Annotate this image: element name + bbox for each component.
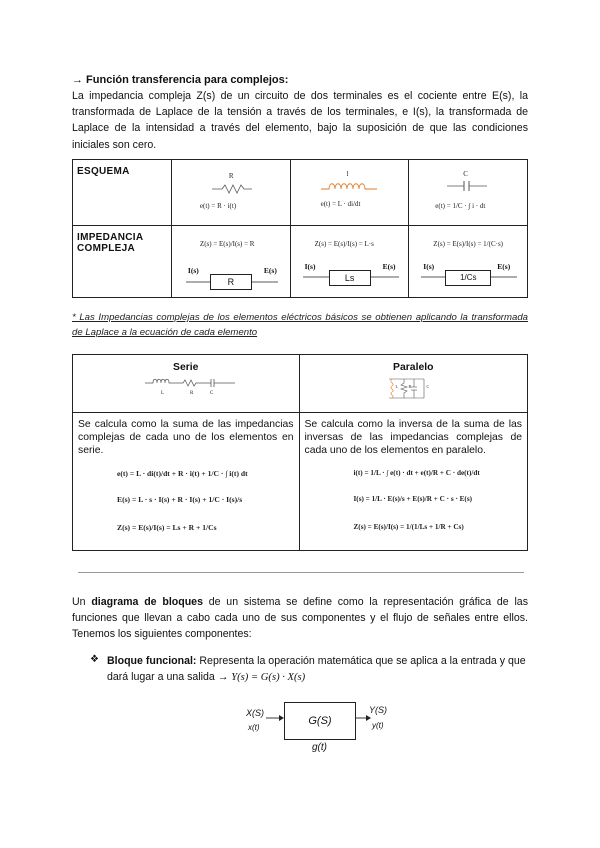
inductor-flow-arrow-icon — [303, 275, 399, 279]
inductor-in-label: I(s) — [304, 262, 316, 271]
resistor-block: R — [210, 274, 252, 290]
intro-pre: Un — [72, 596, 92, 608]
paralelo-header-cell — [299, 355, 528, 413]
bd-input-t: x(t) — [248, 723, 260, 732]
bd-output-t: y(t) — [372, 721, 384, 730]
bd-input-arrow-icon — [266, 714, 284, 722]
bd-output-s: Y(S) — [369, 705, 387, 715]
inductor-block: Ls — [329, 270, 371, 286]
capacitor-out-label: E(s) — [497, 262, 511, 271]
resistor-equation: e(t) = R · i(t) — [199, 202, 237, 210]
inductor-impedance-cell — [290, 226, 409, 298]
bullet-diamond-icon: ❖ — [90, 654, 99, 665]
impedance-header-line2: COMPLEJA — [77, 243, 135, 254]
paralelo-formula-3: Z(s) = E(s)/I(s) = 1/(1/Ls + 1/R + Cs) — [353, 523, 464, 531]
intro-post: de un sistema se define como la representación gráfica de las funciones que llevan a cabo cada uno de sus componentes y el flujo de señales entre ellos. Tenemos los siguientes componentes: — [72, 596, 528, 641]
series-parallel-table — [72, 354, 528, 551]
inductor-out-label: E(s) — [382, 262, 396, 271]
capacitor-label: C — [463, 170, 468, 178]
resistor-schema-cell — [171, 160, 290, 226]
schema-header-cell — [73, 160, 172, 226]
capacitor-impedance: Z(s) = E(s)/I(s) = 1/(C·s) — [433, 240, 504, 248]
bd-output-arrow-icon — [355, 714, 371, 722]
bullet-bold: Bloque funcional: — [107, 655, 197, 667]
serie-label-l: L — [161, 391, 165, 396]
bullet-text: Representa la operación matemática que se aplica a la entrada y que dará lugar a una salida → — [107, 655, 526, 683]
serie-formula-3: Z(s) = E(s)/I(s) = Ls + R + 1/Cs — [117, 523, 217, 532]
impedance-header-cell — [73, 226, 172, 298]
serie-body-cell — [73, 413, 300, 551]
serie-label-r: R — [190, 391, 194, 396]
impedance-table — [72, 159, 528, 298]
resistor-flow-arrow-icon — [186, 280, 278, 284]
paralelo-label-r: R — [408, 384, 412, 389]
section-divider — [78, 572, 524, 573]
inductor-schema-cell — [290, 160, 409, 226]
bullet-math: Y(s) = G(s) · X(s) — [231, 672, 306, 683]
bloque-funcional-text — [107, 653, 531, 686]
schema-header: ESQUEMA — [77, 166, 130, 177]
section-title: → Función transferencia para complejos: — [72, 74, 289, 86]
inductor-equation: e(t) = L · di/dt — [320, 200, 361, 208]
capacitor-schema-cell — [409, 160, 528, 226]
serie-header-cell — [73, 355, 300, 413]
paralelo-circuit-icon — [386, 377, 436, 401]
paralelo-label-l: L — [395, 384, 398, 389]
serie-title: Serie — [173, 362, 199, 373]
capacitor-in-label: I(s) — [423, 262, 435, 271]
resistor-symbol-icon — [212, 184, 252, 194]
intro-bold: diagrama de bloques — [91, 596, 203, 608]
resistor-impedance: Z(s) = E(s)/I(s) = R — [199, 240, 255, 248]
inductor-impedance: Z(s) = E(s)/I(s) = L·s — [314, 240, 374, 248]
inductor-symbol-icon — [321, 180, 377, 192]
paralelo-title: Paralelo — [393, 362, 434, 373]
bd-block: G(S) — [284, 702, 356, 740]
serie-circuit-icon — [145, 377, 235, 387]
bd-input-s: X(S) — [246, 708, 264, 718]
serie-formula-2: E(s) = L · s · I(s) + R · I(s) + 1/C · I(s)/s — [117, 495, 243, 504]
capacitor-impedance-cell — [409, 226, 528, 298]
bd-impulse-response: g(t) — [312, 742, 327, 753]
capacitor-symbol-icon — [447, 180, 487, 192]
serie-text: Se calcula como la suma de las impedancias complejas de cada uno de los elementos en serie. — [78, 419, 294, 457]
block-diagram-intro — [72, 594, 528, 643]
paralelo-formula-1: i(t) = 1/L · ∫ e(t) · dt + e(t)/R + C · de(t)/dt — [353, 469, 480, 477]
impedance-note: * Las Impedancias complejas de los elementos eléctricos básicos se obtienen aplicando la transformada de Laplace a la ecuación de cada elemento — [72, 312, 528, 338]
serie-formula-1: e(t) = L · di(t)/dt + R · i(t) + 1/C · ∫ i(t) dt — [117, 469, 248, 478]
capacitor-block: 1/Cs — [445, 270, 491, 286]
serie-label-c: C — [210, 391, 214, 396]
capacitor-equation: e(t) = 1/C · ∫ i · dt — [435, 202, 486, 210]
paralelo-text: Se calcula como la inversa de la suma de las inversas de las impedancias complejas de cada uno de los elementos en paralelo. — [304, 419, 522, 457]
paralelo-formula-2: I(s) = 1/L · E(s)/s + E(s)/R + C · s · E(s) — [353, 495, 473, 503]
paralelo-label-c: C — [426, 384, 430, 389]
resistor-in-label: I(s) — [187, 266, 199, 275]
resistor-impedance-cell — [171, 226, 290, 298]
paralelo-body-cell — [299, 413, 528, 551]
impedance-header-line1: IMPEDANCIA — [77, 232, 144, 243]
resistor-out-label: E(s) — [263, 266, 277, 275]
intro-paragraph: La impedancia compleja Z(s) de un circuito de dos terminales es el cociente entre E(s), la transformada de Laplace de la tensión a través de los terminales, e I(s), la transformada de Laplace de la intensidad a través del elemento, bajo la suposición de que las condiciones iniciales son cero. — [72, 90, 528, 151]
resistor-label: R — [228, 172, 234, 180]
capacitor-flow-arrow-icon — [421, 275, 517, 279]
inductor-label: l — [346, 170, 349, 178]
